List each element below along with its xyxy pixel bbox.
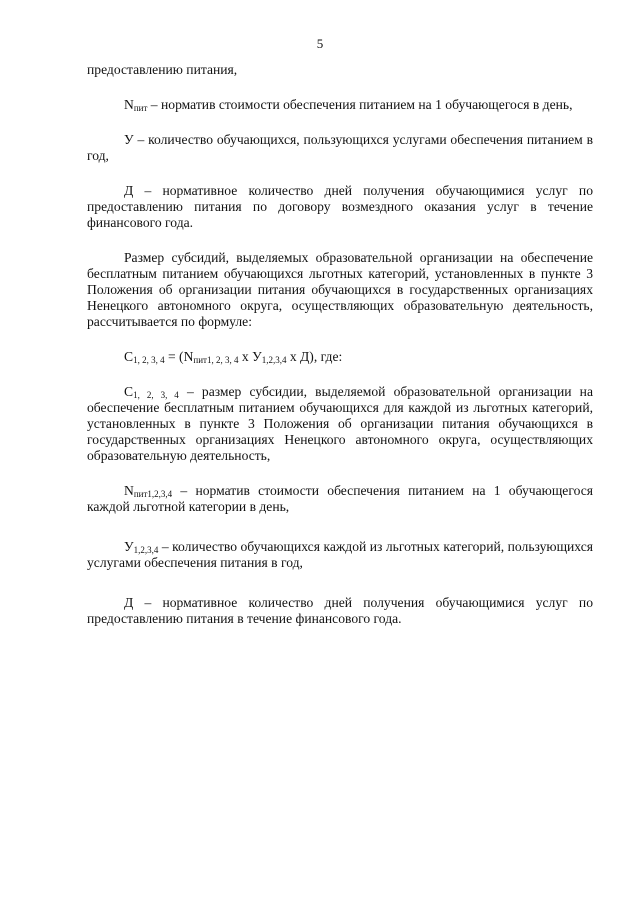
- paragraph-d-final-definition: Д – нормативное количество дней получения обучающимися услуг по предоставлению питания в течение финансового года.: [87, 595, 593, 626]
- formula-tail: х Д), где:: [286, 349, 343, 364]
- symbol-subscript: 1, 2, 3, 4: [133, 390, 179, 400]
- definition-text: – норматив стоимости обеспечения питанием на 1 обучающегося каждой льготной категории в день,: [87, 483, 593, 514]
- symbol: У: [124, 539, 134, 554]
- paragraph-subsidy-intro: Размер субсидий, выделяемых образовательной организации на обеспечение бесплатным питанием обучающихся льготных категорий, установленных в пункте 3 Положения об организации питания обучающихся в государственных организациях Ненецкого автономного округа, осуществляющих образовательную деятельность, рассчитывается по формуле:: [87, 250, 593, 329]
- paragraph-npit-definition: [87, 97, 593, 113]
- paragraph-c-definition: [87, 384, 593, 464]
- document-body: [87, 62, 593, 627]
- formula: [87, 349, 593, 365]
- definition-text: – размер субсидии, выделяемой образовательной организации на обеспечение бесплатным питанием обучающихся для каждой из льготных категорий, установленных в пункте 3 Положения об организации питания обучающихся в государственных организациях Ненецкого автономного округа, осуществляющих образовательную деятельность,: [87, 384, 593, 463]
- formula-eq: = (N: [164, 349, 194, 364]
- formula-c-subscript: 1, 2, 3, 4: [133, 355, 165, 365]
- paragraph-d-definition: Д – нормативное количество дней получения обучающимися услуг по предоставлению питания по договору возмездного оказания услуг в течение финансового года.: [87, 183, 593, 230]
- formula-n-subscript: пит1, 2, 3, 4: [193, 355, 239, 365]
- page-number: 5: [316, 36, 324, 51]
- symbol: N: [124, 97, 134, 112]
- symbol: С: [124, 384, 134, 399]
- symbol-subscript: 1,2,3,4: [133, 545, 159, 555]
- definition-text: – количество обучающихся каждой из льготных категорий, пользующихся услугами обеспечения питания в год,: [87, 539, 593, 570]
- definition-text: – норматив стоимости обеспечения питанием на 1 обучающегося в день,: [147, 97, 573, 112]
- symbol-subscript: пит1,2,3,4: [133, 489, 173, 499]
- paragraph-continuation: предоставлению питания,: [87, 62, 238, 77]
- symbol-subscript: пит: [133, 103, 148, 113]
- paragraph-npit-categories-definition: [87, 483, 593, 515]
- paragraph-u-categories-definition: [87, 539, 593, 571]
- symbol: N: [124, 483, 134, 498]
- formula-x1: х У: [238, 349, 262, 364]
- paragraph-u-definition: У – количество обучающихся, пользующихся услугами обеспечения питанием в год,: [87, 132, 593, 163]
- formula-y-subscript: 1,2,3,4: [261, 355, 287, 365]
- formula-c: С: [124, 349, 134, 364]
